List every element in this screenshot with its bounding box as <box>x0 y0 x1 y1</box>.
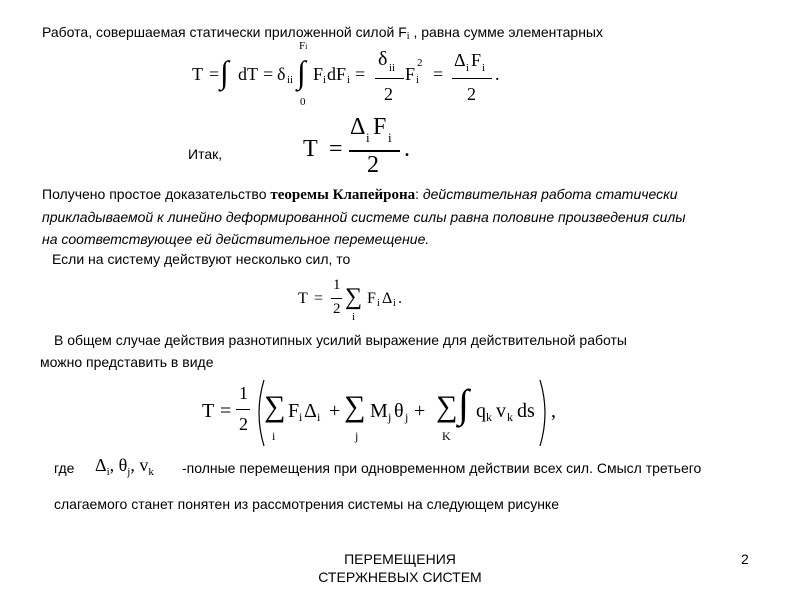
fraction-bar <box>452 78 492 79</box>
proof-line-3: на соответствующее ей действительное перемещение. <box>42 231 430 247</box>
fraction-bar <box>331 298 342 299</box>
footer-title-line2: СТЕРЖНЕВЫХ СИСТЕМ <box>318 569 482 585</box>
intro-text: Работа, совершаемая статически приложенной силой Fi , равна сумме элементарных <box>42 24 603 42</box>
proof-line-1: Получено простое доказательство теоремы Клапейрона: действительная работа статически <box>42 186 678 203</box>
general-line-1: В общем случае действия разнотипных усилий выражение для действительной работы <box>54 332 627 348</box>
right-paren-icon <box>538 378 552 448</box>
formula-displacements: $\Delta_i$, $\theta_j$, $v_k$ <box>95 455 154 478</box>
general-line-2: можно представить в виде <box>40 354 214 370</box>
integral-upper-limit: Fi <box>299 40 308 52</box>
itak-label: Итак, <box>188 146 223 162</box>
page-number: 2 <box>741 551 749 567</box>
third-term-text: слагаемого станет понятен из рассмотрения системы на следующем рисунке <box>54 496 559 512</box>
where-label: где <box>54 460 75 476</box>
proof-line-2: прикладываемой к линейно деформированной системе силы равна половине произведения силы <box>42 209 686 225</box>
full-displacements-text: -полные перемещения при одновременном действии всех сил. Смысл третьего <box>182 460 702 476</box>
footer-title-line1: ПЕРЕМЕЩЕНИЯ <box>344 551 456 567</box>
several-forces-text: Если на систему действуют несколько сил, то <box>52 251 351 267</box>
fraction-bar <box>236 409 250 410</box>
fraction-bar <box>375 78 404 79</box>
